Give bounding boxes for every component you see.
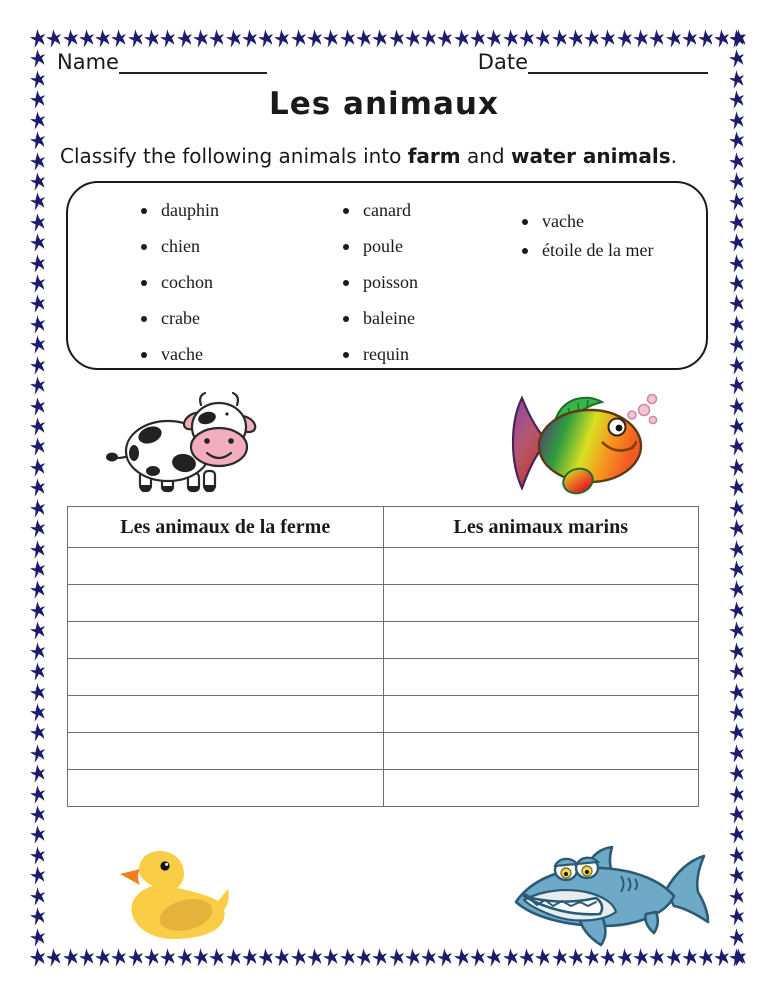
bird-border-icon <box>649 29 664 48</box>
bird-border-icon <box>729 376 744 395</box>
bird-border-icon <box>30 744 45 763</box>
bird-border-icon <box>714 948 729 967</box>
bird-border-icon <box>30 499 45 518</box>
bird-border-icon <box>30 356 45 375</box>
bird-border-icon <box>340 948 355 967</box>
bird-border-icon <box>30 519 45 538</box>
word-item: crabe <box>137 307 219 330</box>
name-date-row <box>57 50 708 74</box>
bird-border-icon <box>503 29 518 48</box>
bird-border-icon <box>729 540 744 559</box>
bird-border-icon <box>729 335 744 354</box>
table-cell-empty[interactable] <box>383 770 699 807</box>
bird-border-icon <box>421 948 436 967</box>
bird-border-icon <box>79 29 94 48</box>
bird-border-icon <box>177 29 192 48</box>
name-label: Name <box>57 50 119 74</box>
bird-border-icon <box>30 376 45 395</box>
bird-border-icon <box>30 785 45 804</box>
table-header-cell: Les animaux de la ferme <box>68 507 384 548</box>
bird-border-icon <box>160 29 175 48</box>
bird-border-icon <box>729 580 744 599</box>
bird-border-icon <box>729 907 744 926</box>
bird-border-icon <box>729 478 744 497</box>
bird-border-icon <box>729 131 744 150</box>
bird-border-icon <box>30 723 45 742</box>
bird-border-icon <box>307 29 322 48</box>
bird-border-icon <box>729 274 744 293</box>
bird-border-icon <box>356 29 371 48</box>
bird-border-icon <box>30 866 45 885</box>
bird-border-icon <box>729 825 744 844</box>
bird-border-icon <box>729 458 744 477</box>
bird-border-icon <box>729 315 744 334</box>
bird-border-icon <box>63 948 78 967</box>
bird-border-icon <box>729 519 744 538</box>
bird-border-icon <box>729 601 744 620</box>
bird-border-icon <box>729 948 744 967</box>
word-item: requin <box>339 343 418 366</box>
bird-border-icon <box>729 866 744 885</box>
table-cell-empty[interactable] <box>383 585 699 622</box>
bird-border-icon <box>617 29 632 48</box>
word-item: vache <box>137 343 219 366</box>
bird-border-icon <box>209 29 224 48</box>
table-cell-empty[interactable] <box>383 696 699 733</box>
bird-border-icon <box>372 948 387 967</box>
bird-border-icon <box>454 29 469 48</box>
bird-border-icon <box>30 315 45 334</box>
instruction-farm-bold: farm <box>407 144 461 168</box>
bird-border-icon <box>729 152 744 171</box>
bird-border-icon <box>729 621 744 640</box>
table-cell-empty[interactable] <box>68 548 384 585</box>
bird-border-icon <box>729 437 744 456</box>
bird-border-icon <box>30 805 45 824</box>
word-item: poisson <box>339 271 418 294</box>
name-field <box>57 50 267 74</box>
bird-border-icon <box>389 948 404 967</box>
bird-border-icon <box>729 397 744 416</box>
bird-border-icon <box>584 29 599 48</box>
bird-border-icon <box>46 948 61 967</box>
bird-border-icon <box>729 499 744 518</box>
bird-border-icon <box>30 437 45 456</box>
bird-border-icon <box>470 948 485 967</box>
bird-border-icon <box>30 601 45 620</box>
bird-border-icon <box>30 274 45 293</box>
bird-border-icon <box>30 825 45 844</box>
word-item: dauphin <box>137 199 219 222</box>
bird-border-icon <box>682 29 697 48</box>
duck-image <box>112 845 236 953</box>
table-cell-empty[interactable] <box>68 733 384 770</box>
bird-border-icon <box>30 478 45 497</box>
table-row <box>68 733 699 770</box>
bird-border-icon <box>323 948 338 967</box>
bird-border-icon <box>30 621 45 640</box>
bird-border-icon <box>666 29 681 48</box>
date-label: Date <box>477 50 528 74</box>
table-cell-empty[interactable] <box>68 622 384 659</box>
bird-border-icon <box>30 540 45 559</box>
bird-border-icon <box>144 29 159 48</box>
bird-border-icon <box>323 29 338 48</box>
decorative-border-right <box>729 29 747 967</box>
bird-border-icon <box>30 907 45 926</box>
table-cell-empty[interactable] <box>383 548 699 585</box>
bird-border-icon <box>30 887 45 906</box>
bird-border-icon <box>729 785 744 804</box>
date-field <box>478 50 708 74</box>
bird-border-icon <box>30 397 45 416</box>
bird-border-icon <box>729 764 744 783</box>
bird-border-icon <box>111 29 126 48</box>
instruction-part: Classify the following animals into <box>60 144 408 168</box>
bird-border-icon <box>729 887 744 906</box>
table-row <box>68 585 699 622</box>
table-cell-empty[interactable] <box>383 622 699 659</box>
table-cell-empty[interactable] <box>68 770 384 807</box>
bird-border-icon <box>729 805 744 824</box>
bird-border-icon <box>552 29 567 48</box>
bird-border-icon <box>258 29 273 48</box>
bird-border-icon <box>454 948 469 967</box>
instruction-part: . <box>670 144 677 168</box>
bird-border-icon <box>30 642 45 661</box>
bird-border-icon <box>30 294 45 313</box>
bird-border-icon <box>274 948 289 967</box>
bird-border-icon <box>519 29 534 48</box>
bird-border-icon <box>30 254 45 273</box>
bird-border-icon <box>30 29 45 48</box>
decorative-border-left <box>30 29 48 967</box>
bird-border-icon <box>291 29 306 48</box>
bird-border-icon <box>30 764 45 783</box>
bird-border-icon <box>729 662 744 681</box>
table-cell-empty[interactable] <box>68 659 384 696</box>
bird-border-icon <box>405 29 420 48</box>
bird-border-icon <box>291 948 306 967</box>
bird-border-icon <box>698 29 713 48</box>
bird-border-icon <box>258 948 273 967</box>
bird-border-icon <box>30 948 45 967</box>
bird-border-icon <box>535 29 550 48</box>
bird-border-icon <box>193 29 208 48</box>
bird-border-icon <box>30 131 45 150</box>
bird-border-icon <box>30 192 45 211</box>
bird-border-icon <box>729 723 744 742</box>
word-column-1 <box>137 199 219 379</box>
bird-border-icon <box>30 928 45 947</box>
bird-border-icon <box>729 560 744 579</box>
bird-border-icon <box>30 417 45 436</box>
word-item: poule <box>339 235 418 258</box>
bird-border-icon <box>274 29 289 48</box>
table-row <box>68 622 699 659</box>
bird-border-icon <box>226 29 241 48</box>
bird-border-icon <box>568 29 583 48</box>
bird-border-icon <box>372 29 387 48</box>
table-row <box>68 770 699 807</box>
word-item: cochon <box>137 271 219 294</box>
table-cell-empty[interactable] <box>68 696 384 733</box>
bird-border-icon <box>30 172 45 191</box>
table-header-cell: Les animaux marins <box>383 507 699 548</box>
bird-border-icon <box>307 948 322 967</box>
word-bank-box <box>66 181 708 370</box>
table-cell-empty[interactable] <box>383 659 699 696</box>
bird-border-icon <box>30 580 45 599</box>
date-blank-line[interactable] <box>528 50 708 74</box>
bird-border-icon <box>729 642 744 661</box>
bird-border-icon <box>30 213 45 232</box>
cow-image <box>104 391 264 501</box>
bird-border-icon <box>470 29 485 48</box>
word-column-2 <box>339 199 418 379</box>
bird-border-icon <box>437 29 452 48</box>
word-item: chien <box>137 235 219 258</box>
bird-border-icon <box>437 948 452 967</box>
bird-border-icon <box>729 928 744 947</box>
table-row <box>68 696 699 733</box>
bird-border-icon <box>729 49 744 68</box>
table-cell-empty[interactable] <box>383 733 699 770</box>
bird-border-icon <box>30 458 45 477</box>
bird-border-icon <box>79 948 94 967</box>
bird-border-icon <box>356 948 371 967</box>
page-title: Les animaux <box>269 86 499 122</box>
table-row <box>68 659 699 696</box>
instruction-water-bold: water animals <box>510 144 671 168</box>
bird-border-icon <box>30 233 45 252</box>
bird-border-icon <box>95 29 110 48</box>
word-item: étoile de la mer <box>518 239 653 262</box>
bird-border-icon <box>714 29 729 48</box>
bird-border-icon <box>729 703 744 722</box>
classification-table <box>67 506 699 807</box>
bird-border-icon <box>729 254 744 273</box>
bird-border-icon <box>128 29 143 48</box>
bird-border-icon <box>486 948 501 967</box>
bird-border-icon <box>30 335 45 354</box>
bird-border-icon <box>729 846 744 865</box>
bird-border-icon <box>30 560 45 579</box>
word-item: vache <box>518 210 653 233</box>
bird-border-icon <box>486 29 501 48</box>
word-item: baleine <box>339 307 418 330</box>
bird-border-icon <box>63 29 78 48</box>
table-header-row <box>68 507 699 548</box>
bird-border-icon <box>421 29 436 48</box>
bird-border-icon <box>729 213 744 232</box>
table-row <box>68 548 699 585</box>
bird-border-icon <box>729 356 744 375</box>
bird-border-icon <box>389 29 404 48</box>
instruction-text <box>60 144 710 168</box>
bird-border-icon <box>30 846 45 865</box>
table-cell-empty[interactable] <box>68 585 384 622</box>
bird-border-icon <box>729 29 744 48</box>
word-column-3 <box>518 210 653 268</box>
bird-border-icon <box>729 192 744 211</box>
bird-border-icon <box>405 948 420 967</box>
bird-border-icon <box>242 948 257 967</box>
bird-border-icon <box>633 29 648 48</box>
bird-border-icon <box>600 29 615 48</box>
bird-border-icon <box>729 233 744 252</box>
word-item: canard <box>339 199 418 222</box>
bird-border-icon <box>30 152 45 171</box>
bird-border-icon <box>30 49 45 68</box>
decorative-border-top <box>30 29 746 49</box>
bird-border-icon <box>729 744 744 763</box>
bird-border-icon <box>729 172 744 191</box>
name-blank-line[interactable] <box>119 50 267 74</box>
bird-border-icon <box>729 683 744 702</box>
bird-border-icon <box>30 662 45 681</box>
bird-border-icon <box>242 29 257 48</box>
shark-image <box>508 846 710 952</box>
bird-border-icon <box>95 948 110 967</box>
instruction-part: and <box>460 144 511 168</box>
bird-border-icon <box>46 29 61 48</box>
bird-border-icon <box>340 29 355 48</box>
bird-border-icon <box>30 703 45 722</box>
fish-image <box>486 390 660 502</box>
bird-border-icon <box>729 294 744 313</box>
bird-border-icon <box>729 417 744 436</box>
bird-border-icon <box>30 683 45 702</box>
